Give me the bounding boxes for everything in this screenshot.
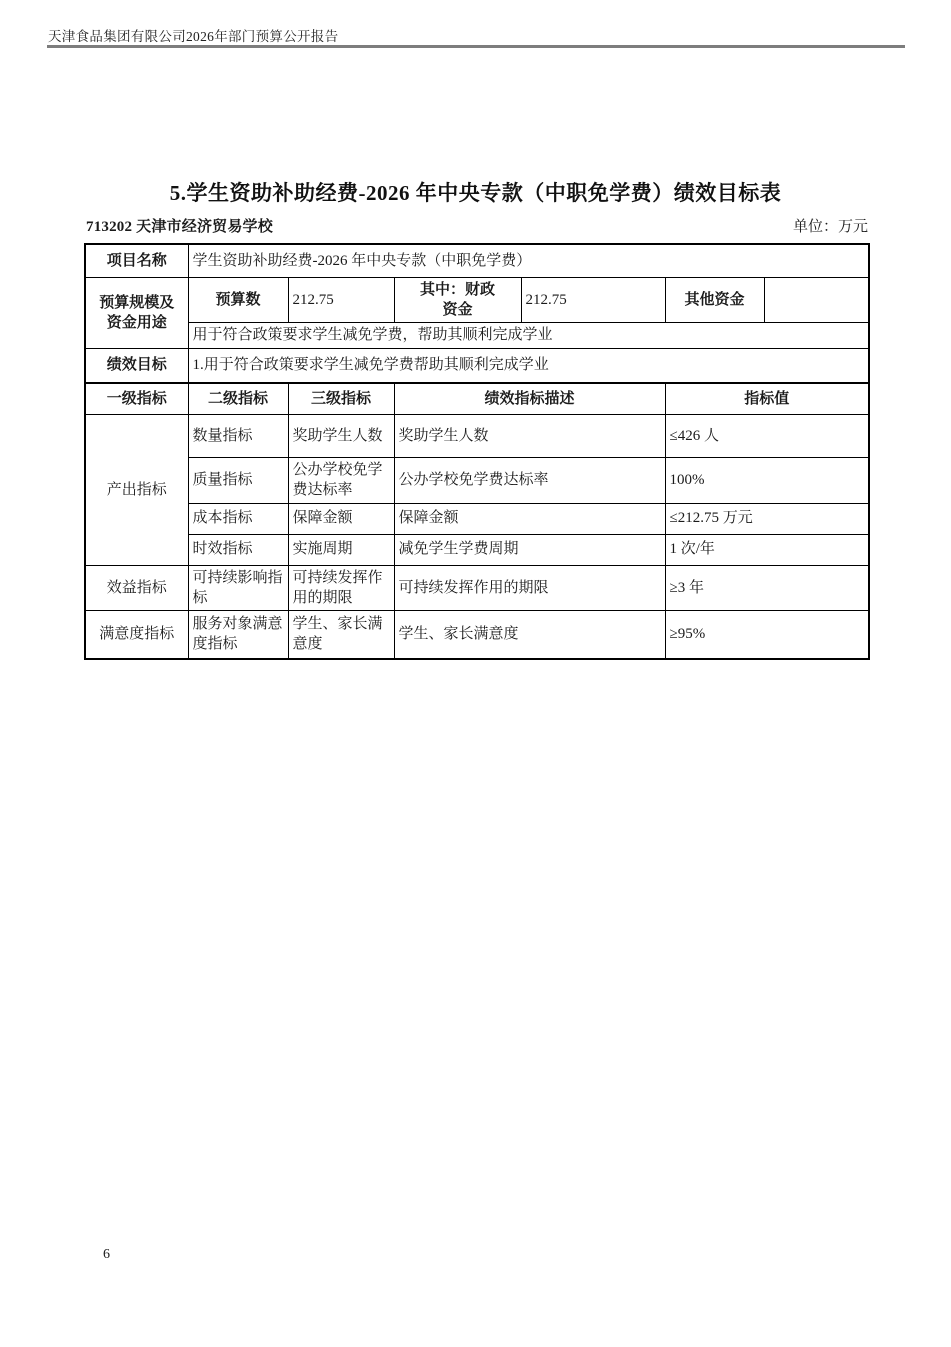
header-divider (47, 45, 905, 48)
header-level3: 三级指标 (288, 383, 394, 415)
header-value: 指标值 (665, 383, 869, 415)
level3-cell: 可持续发挥作用的期限 (288, 565, 394, 611)
report-header-text: 天津食品集团有限公司2026年部门预算公开报告 (48, 29, 339, 44)
budget-section-label (85, 277, 188, 349)
header-description: 绩效指标描述 (394, 383, 665, 415)
value-cell: ≤212.75 万元 (665, 503, 869, 534)
indicator-row-cost (85, 503, 869, 534)
level2-cell: 可持续影响指标 (188, 565, 288, 611)
level3-cell: 学生、家长满意度 (288, 611, 394, 659)
performance-target-table (84, 243, 870, 660)
other-funds-label: 其他资金 (665, 277, 764, 323)
indicator-row-benefit (85, 565, 869, 611)
level2-cell: 成本指标 (188, 503, 288, 534)
performance-target-label: 绩效目标 (85, 349, 188, 383)
header-level2: 二级指标 (188, 383, 288, 415)
page-title: 5.学生资助补助经费-2026 年中央专款（中职免学费）绩效目标表 (169, 181, 782, 205)
project-name-value: 学生资助补助经费-2026 年中央专款（中职免学费） (188, 244, 869, 277)
indicator-row-quantity (85, 415, 869, 458)
description-cell: 奖助学生人数 (394, 415, 665, 458)
level3-cell: 保障金额 (288, 503, 394, 534)
fiscal-funds-label-text: 其中：财政资金 (419, 281, 495, 318)
level2-cell: 时效指标 (188, 534, 288, 565)
header-level1: 一级指标 (85, 383, 188, 415)
level3-cell: 公办学校免学费达标率 (288, 458, 394, 504)
performance-target-value: 1.用于符合政策要求学生减免学费帮助其顺利完成学业 (188, 349, 869, 383)
table-caption-row (86, 215, 868, 236)
group-benefit-label: 效益指标 (85, 565, 188, 611)
budget-number-value: 212.75 (288, 277, 394, 323)
fiscal-funds-value: 212.75 (521, 277, 665, 323)
fiscal-funds-label (394, 277, 521, 323)
org-code-name: 713202 天津市经济贸易学校 (86, 219, 273, 235)
value-cell: 1 次/年 (665, 534, 869, 565)
table-row (85, 349, 869, 383)
budget-section-label-text: 预算规模及资金用途 (99, 294, 175, 331)
level2-cell: 质量指标 (188, 458, 288, 504)
table-row (85, 244, 869, 277)
other-funds-value (764, 277, 869, 323)
indicator-row-satisfaction (85, 611, 869, 659)
group-output-label: 产出指标 (85, 415, 188, 566)
indicator-row-timeliness (85, 534, 869, 565)
value-cell: 100% (665, 458, 869, 504)
funds-usage-text: 用于符合政策要求学生减免学费，帮助其顺利完成学业 (188, 323, 869, 349)
description-cell: 减免学生学费周期 (394, 534, 665, 565)
indicator-row-quality (85, 458, 869, 504)
unit-label: 单位：万元 (792, 219, 868, 235)
table-row (85, 323, 869, 349)
value-cell: ≥3 年 (665, 565, 869, 611)
level3-cell: 实施周期 (288, 534, 394, 565)
level3-cell: 奖助学生人数 (288, 415, 394, 458)
page-number: 6 (103, 1247, 110, 1262)
value-cell: ≥95% (665, 611, 869, 659)
description-cell: 学生、家长满意度 (394, 611, 665, 659)
budget-number-label: 预算数 (188, 277, 288, 323)
value-cell: ≤426 人 (665, 415, 869, 458)
group-satisfaction-label: 满意度指标 (85, 611, 188, 659)
description-cell: 公办学校免学费达标率 (394, 458, 665, 504)
project-name-label: 项目名称 (85, 244, 188, 277)
description-cell: 保障金额 (394, 503, 665, 534)
table-row (85, 277, 869, 323)
description-cell: 可持续发挥作用的期限 (394, 565, 665, 611)
level2-cell: 数量指标 (188, 415, 288, 458)
indicator-header-row (85, 383, 869, 415)
level2-cell: 服务对象满意度指标 (188, 611, 288, 659)
